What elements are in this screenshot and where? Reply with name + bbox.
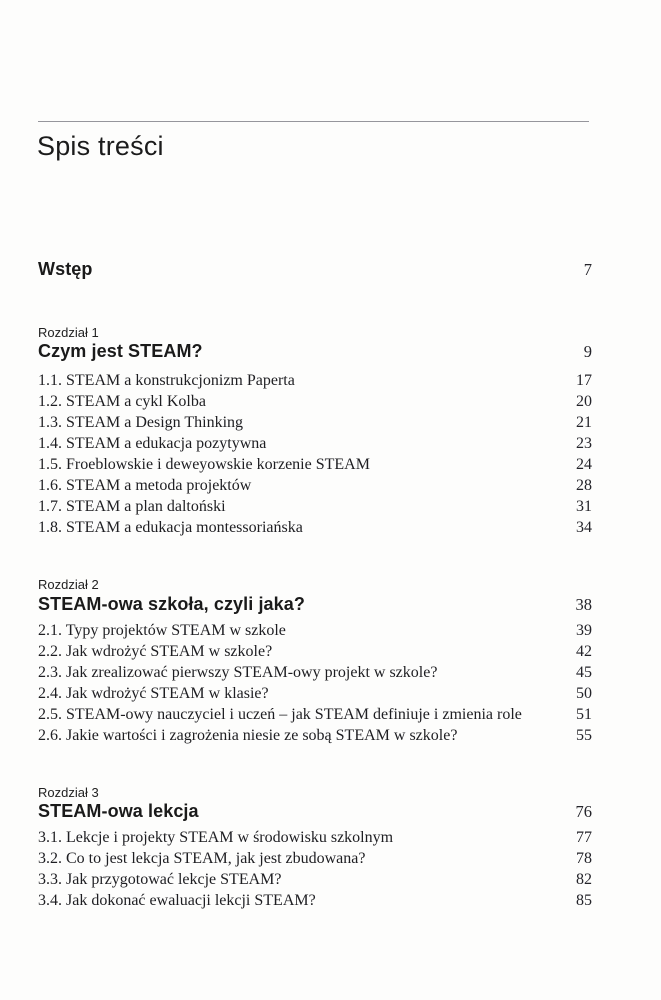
toc-entry-title: 1.5. Froeblowskie i deweyowskie korzenie STEAM [38, 456, 370, 473]
chapter-title-row [38, 341, 592, 362]
toc-entry [38, 662, 592, 683]
page-title: Spis treści [37, 131, 164, 161]
toc-entry-title: 1.2. STEAM a cykl Kolba [38, 393, 206, 410]
toc-entry [38, 496, 592, 517]
toc-entry [38, 475, 592, 496]
toc-entry [38, 454, 592, 475]
toc-entry-title: 2.4. Jak wdrożyć STEAM w klasie? [38, 685, 269, 702]
toc-entry-title: 2.1. Typy projektów STEAM w szkole [38, 622, 286, 639]
page-number: 55 [576, 727, 592, 744]
toc-entry-title: 3.3. Jak przygotować lekcje STEAM? [38, 871, 282, 888]
toc-entry [38, 412, 592, 433]
chapter-label: Rozdział 2 [38, 577, 99, 592]
page-number: 28 [576, 477, 592, 494]
toc-entry [38, 827, 592, 848]
toc-entry-intro [38, 259, 592, 280]
page-number: 82 [576, 871, 592, 888]
toc-entry-title: 2.5. STEAM-owy nauczyciel i uczeń – jak STEAM definiuje i zmienia role [38, 706, 522, 723]
page-number: 24 [576, 456, 592, 473]
toc-entry [38, 683, 592, 704]
toc-entry [38, 391, 592, 412]
toc-entry-title: 1.8. STEAM a edukacja montessoriańska [38, 519, 303, 536]
toc-entry-title: 1.1. STEAM a konstrukcjonizm Paperta [38, 372, 295, 389]
chapter-label: Rozdział 1 [38, 325, 99, 340]
toc-entry [38, 641, 592, 662]
toc-entry-title: 3.1. Lekcje i projekty STEAM w środowisku szkolnym [38, 829, 394, 846]
toc-entry-title: 1.3. STEAM a Design Thinking [38, 414, 244, 431]
page-number: 31 [576, 498, 592, 515]
toc-entry [38, 517, 592, 538]
page-number: 77 [576, 829, 592, 846]
toc-entry-title: 1.4. STEAM a edukacja pozytywna [38, 435, 267, 452]
page-number: 85 [576, 892, 592, 909]
page-number: 23 [576, 435, 592, 452]
page-number: 39 [576, 622, 592, 639]
toc-entry [38, 725, 592, 746]
toc-entry-title: 1.6. STEAM a metoda projektów [38, 477, 252, 494]
chapter-title: Czym jest STEAM? [38, 341, 203, 361]
chapter-title: STEAM-owa szkoła, czyli jaka? [38, 594, 305, 614]
toc-entry-title: 2.6. Jakie wartości i zagrożenia niesie ze sobą STEAM w szkole? [38, 727, 458, 744]
toc-entry-title: 1.7. STEAM a plan daltoński [38, 498, 226, 515]
chapter-label: Rozdział 3 [38, 785, 99, 800]
chapter-items [38, 827, 592, 911]
page-number: 7 [583, 260, 592, 279]
page-number: 20 [576, 393, 592, 410]
toc-entry [38, 704, 592, 725]
toc-entry-title: 3.4. Jak dokonać ewaluacji lekcji STEAM? [38, 892, 316, 909]
chapter-title: STEAM-owa lekcja [38, 801, 199, 821]
chapter-items [38, 370, 592, 538]
page-number: 9 [583, 342, 592, 361]
toc-entry-title: 3.2. Co to jest lekcja STEAM, jak jest zbudowana? [38, 850, 366, 867]
page-number: 78 [576, 850, 592, 867]
page-number: 76 [575, 802, 592, 821]
toc-entry-title: 2.2. Jak wdrożyć STEAM w szkole? [38, 643, 273, 660]
page-number: 42 [576, 643, 592, 660]
page-number: 38 [575, 595, 592, 614]
toc-entry [38, 620, 592, 641]
page-number: 50 [576, 685, 592, 702]
chapter-title-row [38, 594, 592, 615]
chapter-items [38, 620, 592, 746]
toc-entry-title: 2.3. Jak zrealizować pierwszy STEAM-owy projekt w szkole? [38, 664, 438, 681]
page-number: 17 [576, 372, 592, 389]
page-number: 45 [576, 664, 592, 681]
chapter-title-row [38, 801, 592, 822]
page-number: 34 [576, 519, 592, 536]
page-number: 51 [576, 706, 592, 723]
toc-entry [38, 890, 592, 911]
header-divider [38, 121, 589, 122]
toc-entry [38, 869, 592, 890]
toc-entry-title: Wstęp [38, 259, 93, 279]
toc-entry [38, 370, 592, 391]
toc-entry [38, 848, 592, 869]
page-number: 21 [576, 414, 592, 431]
toc-entry [38, 433, 592, 454]
